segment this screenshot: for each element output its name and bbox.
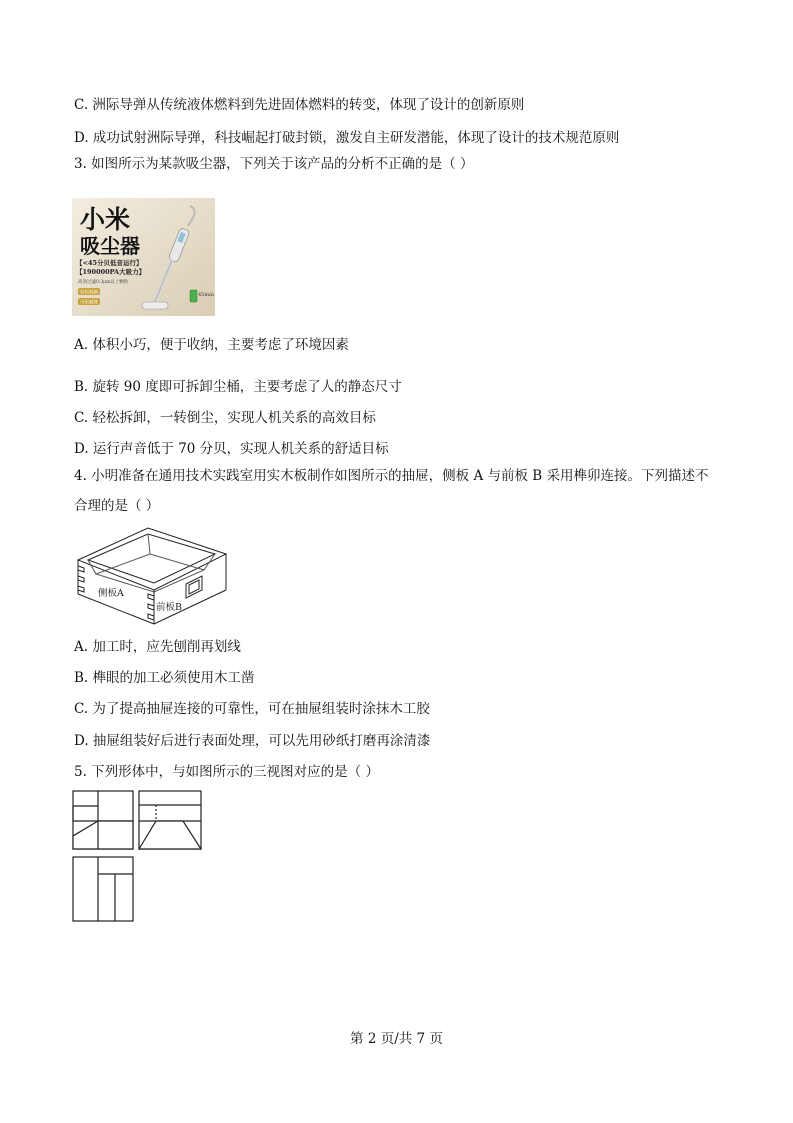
q3-option-c: C. 轻松拆卸，一转倒尘，实现人机关系的高效目标 <box>74 410 376 426</box>
q5-stem: 5. 下列形体中，与如图所示的三视图对应的是（ ） <box>74 764 379 780</box>
label-front-b: 前板B <box>156 602 182 613</box>
option-c-prev: C. 洲际导弹从传统液体燃料到先进固体燃料的转变，体现了设计的创新原则 <box>74 97 525 113</box>
page-footer: 第 2 页/共 7 页 <box>350 1031 443 1047</box>
q4-option-c: C. 为了提高抽屉连接的可靠性，可在抽屉组装时涂抹木工胶 <box>74 701 430 717</box>
battery-label: 45min <box>198 292 214 298</box>
top-view <box>73 857 133 921</box>
brand-line-2: 吸尘器 <box>80 234 140 258</box>
q3-option-a: A. 体积小巧，便于收纳，主要考虑了环境因素 <box>74 337 349 353</box>
spec-noise: 【<45分贝低音运行】 <box>76 259 143 267</box>
tag-arm: 可机械臂 <box>80 300 98 306</box>
q4-option-d: D. 抽屉组装好后进行表面处理，可以先用砂纸打磨再涂清漆 <box>74 733 431 749</box>
drawer-figure <box>74 524 232 628</box>
q3-option-b: B. 旋转 90 度即可拆卸尘桶，主要考虑了人的静态尺寸 <box>74 379 402 395</box>
q4-option-a: A. 加工时，应先刨削再划线 <box>74 639 241 655</box>
q4-stem-line-1: 4. 小明准备在通用技术实践室用实木板制作如图所示的抽屉，侧板 A 与前板 B 采用榫卯连接。下列描述不 <box>74 468 709 484</box>
tag-detach: 轻松拆卸 <box>80 290 98 296</box>
vacuum-cleaner-image <box>72 198 215 316</box>
brand-line-1: 小米 <box>80 205 131 234</box>
option-d-prev: D. 成功试射洲际导弹，科技崛起打破封锁，激发自主研发潜能，体现了设计的技术规范原则 <box>74 130 620 146</box>
label-side-a: 侧板A <box>98 588 124 599</box>
spec-suction: 【190000PA大吸力】 <box>76 268 146 276</box>
q4-stem-line-2: 合理的是（ ） <box>74 498 160 514</box>
q3-option-d: D. 运行声音低于 70 分贝，实现人机关系的舒适目标 <box>74 441 389 457</box>
spec-filter: 高效过滤0.3μm以上颗粒 <box>78 280 129 285</box>
three-view-drawing <box>70 788 206 924</box>
q3-stem: 3. 如图所示为某款吸尘器，下列关于该产品的分析不正确的是（ ） <box>74 156 474 172</box>
q4-option-b: B. 榫眼的加工必须使用木工凿 <box>74 670 255 686</box>
